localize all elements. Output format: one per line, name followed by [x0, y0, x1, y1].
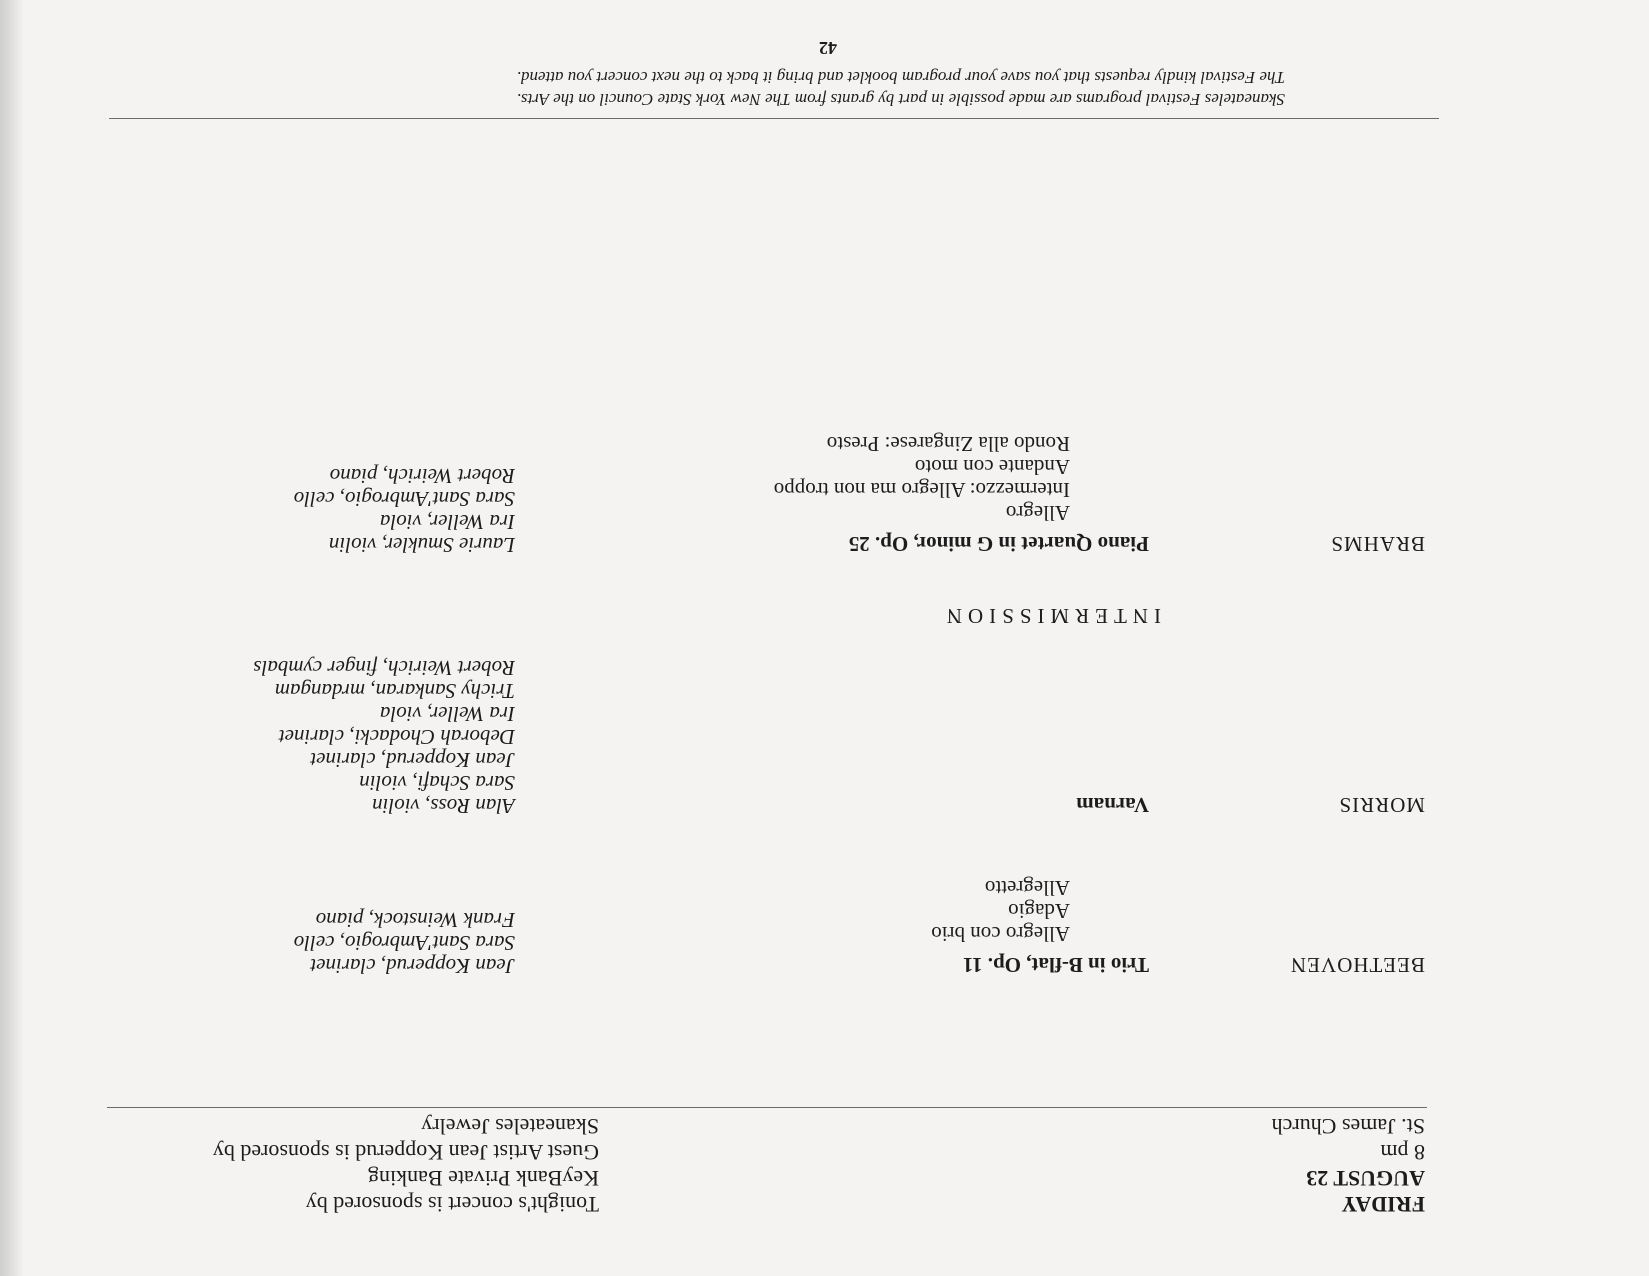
movement: Allegro con brio [931, 922, 1070, 946]
movement: Adagio [1008, 899, 1070, 923]
guest-sponsor-line-1: Guest Artist Jean Kopperud is sponsored by [212, 1140, 599, 1165]
page-number: 42 [819, 38, 837, 58]
performer: Sara Sant'Ambrogio, cello [293, 487, 515, 511]
work-title-brahms: Piano Quartet in G minor, Op. 25 [848, 532, 1149, 556]
footer-booklet-note: The Festival kindly requests that you save your program booklet and bring it back to the next concert you attend. [516, 68, 1285, 87]
work-title-morris: Varnam [1076, 793, 1149, 817]
header-day: FRIDAY [1341, 1192, 1425, 1217]
performer: Robert Weirich, finger cymbals [253, 656, 515, 680]
performers-morris [253, 656, 515, 817]
performer: Robert Weirich, piano [329, 464, 515, 488]
performer: Ira Weller, viola [379, 510, 515, 534]
footer-grants-note: Skaneateles Festival programs are made possible in part by grants from The New York State Council on the Arts. [516, 90, 1285, 109]
movement: Allegretto [984, 876, 1070, 900]
sponsor-line-2: KeyBank Private Banking [368, 1166, 599, 1191]
header-date: AUGUST 23 [1306, 1166, 1425, 1191]
performer: Laurie Smukler, violin [328, 533, 515, 557]
performer: Deborah Chodacki, clarinet [278, 725, 515, 749]
movement: Allegro [1005, 501, 1070, 525]
performer: Frank Weinstock, piano [315, 908, 515, 932]
performer: Sara Sant'Ambrogio, cello [293, 931, 515, 955]
performers-beethoven [294, 908, 515, 977]
header-venue: St. James Church [1271, 1114, 1425, 1139]
performer: Jean Kopperud, clarinet [310, 954, 515, 978]
performers-brahms [294, 464, 515, 556]
performer: Alan Ross, violin [372, 794, 515, 818]
movement: Rondo alla Zingarese: Presto [826, 432, 1070, 456]
movement: Intermezzo: Allegro ma non troppo [773, 478, 1070, 502]
composer-morris: MORRIS [1338, 793, 1425, 817]
movements-beethoven [931, 876, 1070, 945]
performer: Jean Kopperud, clarinet [310, 748, 515, 772]
performer: Trichy Sankaran, mrdangam [274, 679, 515, 703]
composer-beethoven: BEETHOVEN [1290, 953, 1425, 977]
work-title-beethoven: Trio in B-flat, Op. 11 [962, 953, 1149, 977]
intermission: INTERMISSION [940, 604, 1161, 628]
movement: Andante con moto [914, 455, 1070, 479]
movements-brahms [774, 432, 1070, 524]
performer: Ira Weller, viola [379, 702, 515, 726]
footer-divider [109, 118, 1439, 119]
composer-brahms: BRAHMS [1330, 532, 1425, 556]
header-time: 8 pm [1380, 1140, 1425, 1165]
guest-sponsor-line-2: Skaneateles Jewelry [421, 1114, 599, 1139]
header-divider [107, 1107, 1427, 1108]
sponsor-line-1: Tonight's concert is sponsored by [305, 1192, 599, 1217]
performer: Sara Schafi, violin [359, 771, 515, 795]
